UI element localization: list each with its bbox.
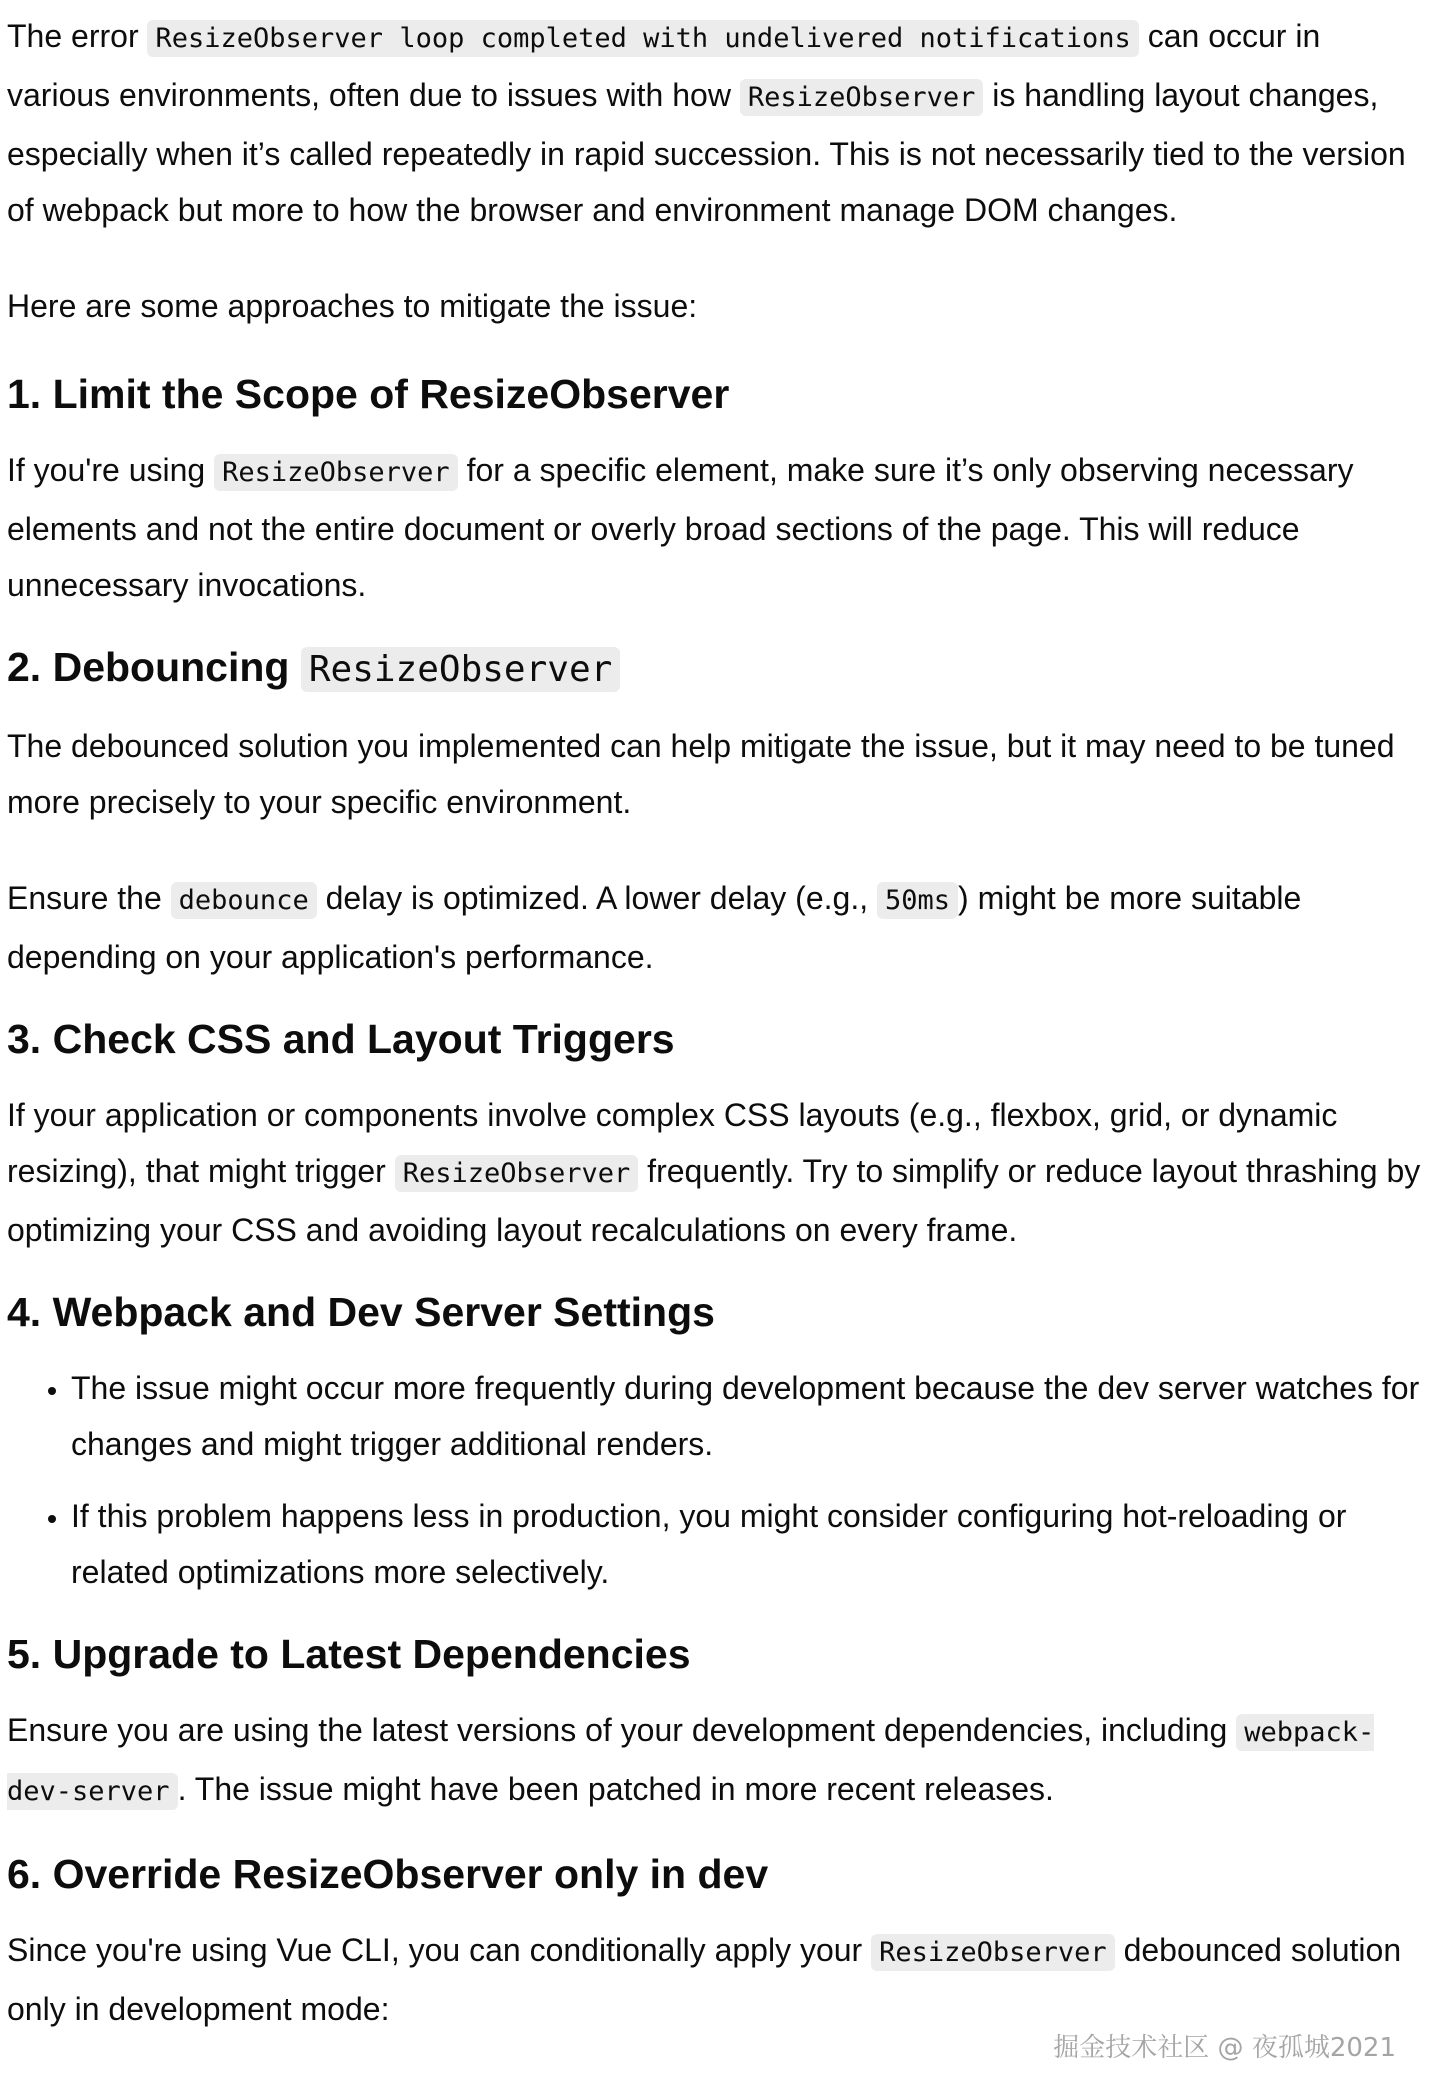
debouncing-text-3: ) might be more suitable depending on your application's performance. — [7, 880, 1302, 975]
chat-response — [7, 0, 1432, 2037]
watermark: 掘金技术社区 @ 夜孤城2021 — [1053, 2033, 1396, 2063]
debouncing-heading-text: 2. Debouncing — [7, 644, 301, 690]
limit-scope-text-2: for a specific element, make sure it’s only observing necessary elements and not the entire document or overly broad sections of the page. This will reduce unnecessary invocations. — [7, 452, 1354, 603]
approaches-intro: Here are some approaches to mitigate the issue: — [7, 288, 698, 324]
heading-webpack-dev-server: 4. Webpack and Dev Server Settings — [7, 1289, 715, 1335]
list-item: • If this problem happens less in production, you might consider configuring hot-reloading or related optimizations more selectively. — [71, 1488, 1432, 1600]
limit-scope-text-1: If you're using — [7, 452, 215, 488]
inline-code-error-message: ResizeObserver loop completed with undelivered notifications — [147, 20, 1138, 57]
inline-code-resizeobserver: ResizeObserver — [395, 1155, 639, 1192]
list-item: • The issue might occur more frequently during development because the dev server watches for changes and might trigger additional renders. — [71, 1360, 1432, 1472]
limit-scope-paragraph — [7, 442, 1432, 613]
intro-paragraph — [7, 8, 1432, 238]
heading-debouncing — [7, 639, 1432, 698]
inline-code-resizeobserver: ResizeObserver — [740, 79, 984, 116]
upgrade-text-2: . The issue might have been patched in more recent releases. — [177, 1771, 1054, 1807]
inline-code-50ms: 50ms — [877, 882, 958, 919]
css-layout-text-1: If your application or components involve complex CSS layouts (e.g., flexbox, grid, or dynamic resizing), that might trigger — [7, 1097, 1338, 1189]
override-text-2: debounced solution only in development mode: — [7, 1932, 1402, 2027]
override-text-1: Since you're using Vue CLI, you can conditionally apply your — [7, 1932, 872, 1968]
debouncing-paragraph-1: The debounced solution you implemented can help mitigate the issue, but it may need to be tuned more precisely to your specific environment. — [7, 728, 1395, 820]
debouncing-text-1: Ensure the — [7, 880, 171, 916]
css-layout-paragraph — [7, 1087, 1432, 1258]
override-paragraph — [7, 1922, 1432, 2037]
intro-text-3: is handling layout changes, especially when it’s called repeatedly in rapid succession. This is not necessarily tied to the version of webpack but more to how the browser and environment manage DOM changes. — [7, 77, 1406, 228]
heading-code-resizeobserver: ResizeObserver — [301, 647, 620, 692]
intro-text-1: The error — [7, 18, 148, 54]
heading-upgrade-dependencies: 5. Upgrade to Latest Dependencies — [7, 1631, 691, 1677]
intro-text-2: can occur in various environments, often due to issues with how — [7, 18, 1321, 113]
inline-code-webpack-dev-server: webpack-dev-server — [7, 1714, 1374, 1810]
inline-code-debounce: debounce — [171, 882, 317, 919]
debouncing-text-2: delay is optimized. A lower delay (e.g., — [316, 880, 877, 916]
inline-code-resizeobserver: ResizeObserver — [871, 1934, 1115, 1971]
heading-css-layout: 3. Check CSS and Layout Triggers — [7, 1016, 675, 1062]
css-layout-text-2: frequently. Try to simplify or reduce layout thrashing by optimizing your CSS and avoiding layout recalculations on every frame. — [7, 1153, 1421, 1248]
webpack-settings-list — [7, 1360, 1432, 1600]
heading-limit-scope: 1. Limit the Scope of ResizeObserver — [7, 371, 730, 417]
upgrade-paragraph — [7, 1702, 1432, 1820]
inline-code-resizeobserver: ResizeObserver — [214, 454, 458, 491]
upgrade-text-1: Ensure you are using the latest versions of your development dependencies, including — [7, 1712, 1237, 1748]
heading-override-dev: 6. Override ResizeObserver only in dev — [7, 1851, 769, 1897]
debouncing-paragraph-2 — [7, 870, 1432, 985]
